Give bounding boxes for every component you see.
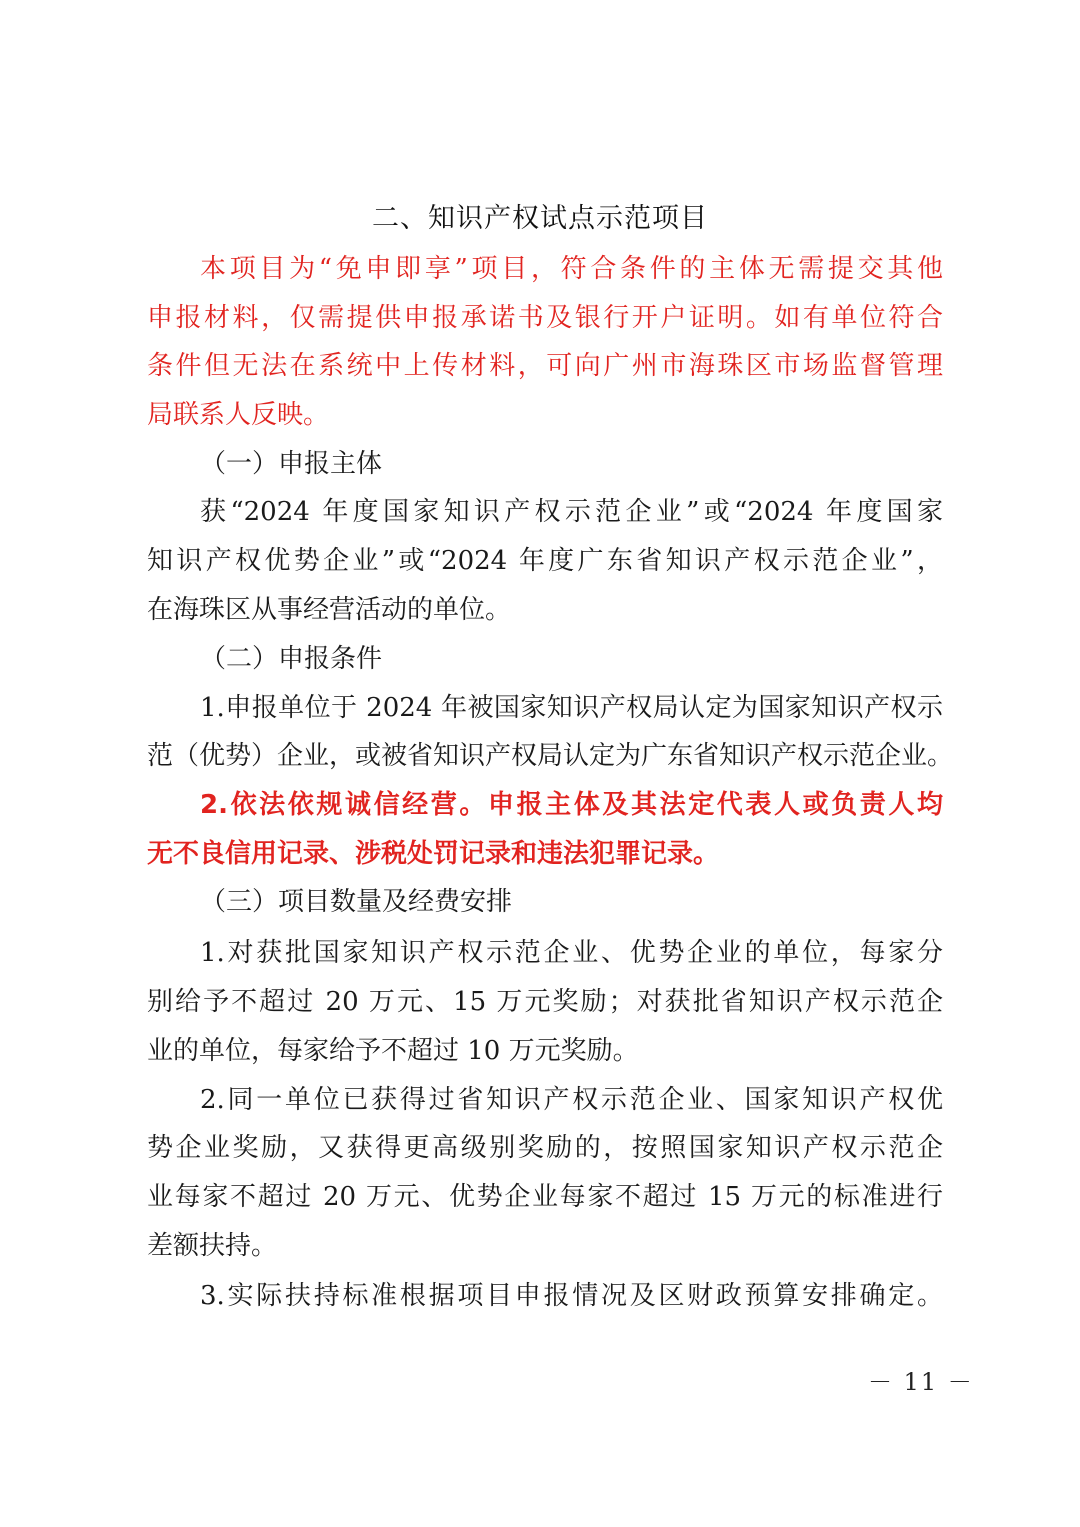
highlight-line: 无不良信用记录、涉税处罚记录和违法犯罪记录。 [147,839,720,869]
subheading-funding: （三）项目数量及经费安排 [200,887,513,917]
page-number: － 11 － [868,1368,974,1396]
notice-line: 条件但无法在系统中上传材料，可向广州市海珠区市场监督管理 [147,351,943,381]
paragraph-line: 范（优势）企业，或被省知识产权局认定为广东省知识产权示范企业。 [147,741,954,771]
paragraph-line: 获“2024 年度国家知识产权示范企业”或“2024 年度国家 [200,497,943,527]
paragraph-line: 1.对获批国家知识产权示范企业、优势企业的单位，每家分 [200,938,943,968]
notice-line: 本项目为“免申即享”项目，符合条件的主体无需提交其他 [200,254,943,284]
paragraph-line: 势企业奖励，又获得更高级别奖励的，按照国家知识产权示范企 [147,1133,943,1163]
highlight-line: 2.依法依规诚信经营。申报主体及其法定代表人或负责人均 [200,790,943,820]
paragraph-line: 2.同一单位已获得过省知识产权示范企业、国家知识产权优 [200,1085,943,1115]
paragraph-line: 知识产权优势企业”或“2024 年度广东省知识产权示范企业”， [147,546,943,576]
subheading-applicant: （一）申报主体 [200,449,383,479]
subheading-conditions: （二）申报条件 [200,644,383,674]
paragraph-line: 差额扶持。 [147,1231,278,1261]
paragraph-line: 业的单位，每家给予不超过 10 万元奖励。 [147,1036,639,1066]
paragraph-line: 别给予不超过 20 万元、15 万元奖励；对获批省知识产权示范企 [147,987,943,1017]
notice-line: 局联系人反映。 [147,400,330,430]
paragraph-line: 业每家不超过 20 万元、优势企业每家不超过 15 万元的标准进行 [147,1182,943,1212]
paragraph-line: 3.实际扶持标准根据项目申报情况及区财政预算安排确定。 [200,1281,943,1311]
notice-line: 申报材料，仅需提供申报承诺书及银行开户证明。如有单位符合 [147,303,943,333]
section-title: 二、知识产权试点示范项目 [372,203,708,234]
paragraph-line: 1.申报单位于 2024 年被国家知识产权局认定为国家知识产权示 [200,693,943,723]
paragraph-line: 在海珠区从事经营活动的单位。 [147,595,512,625]
